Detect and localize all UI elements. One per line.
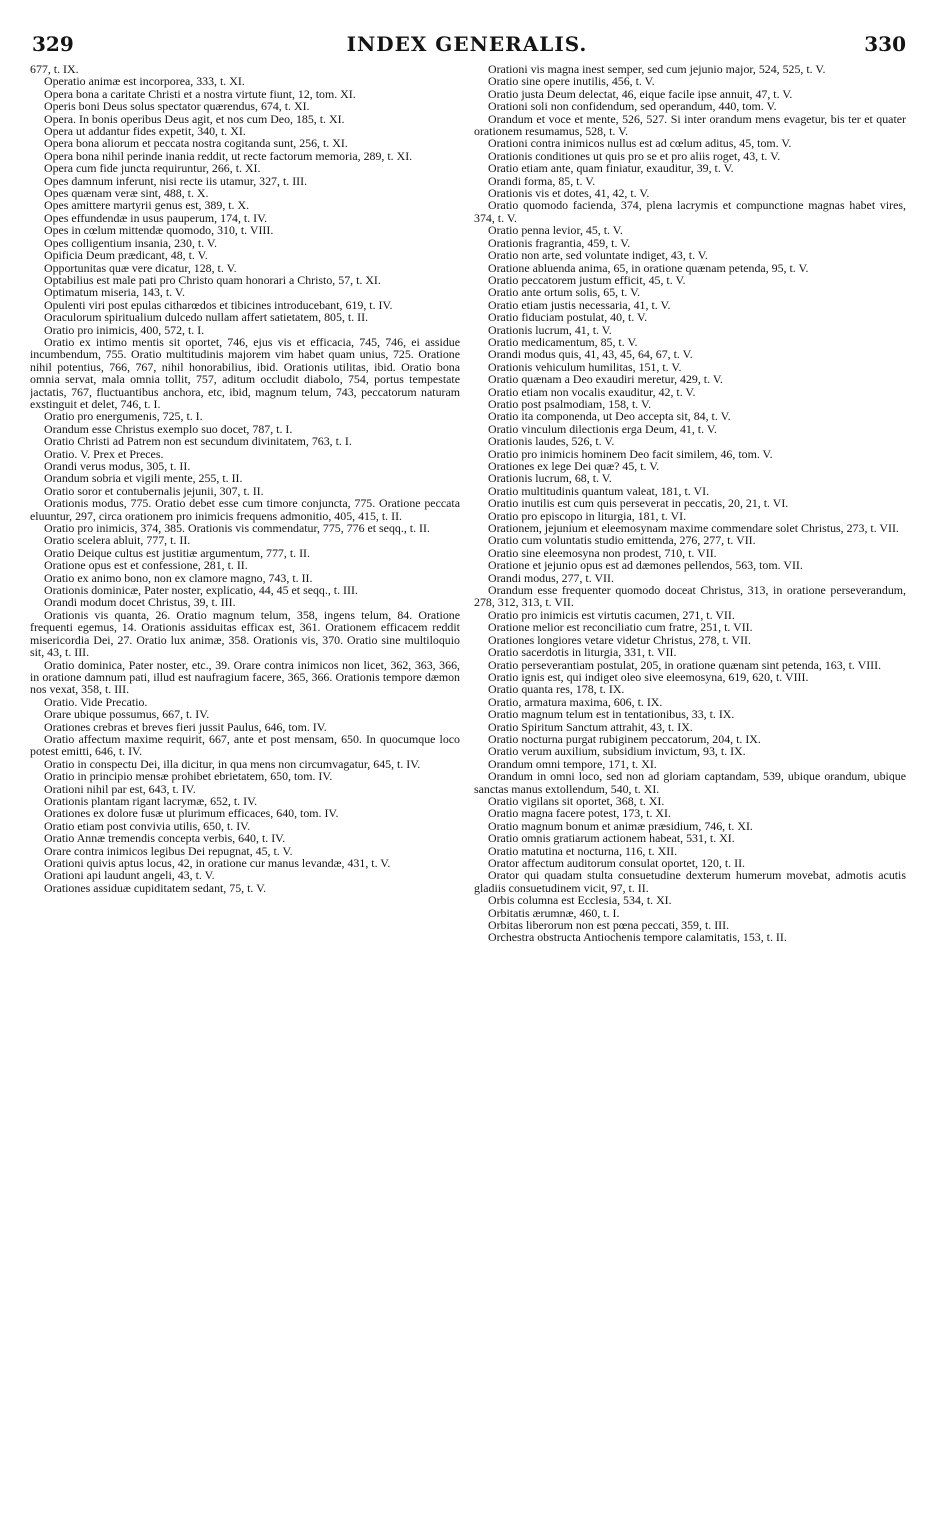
index-entry: Operis boni Deus solus spectator quærendus, 674, t. XI. <box>44 99 310 114</box>
index-entry: Orationis modus, 775. Oratio debet esse cum timore conjuncta, 775. Oratione peccata eluuntur, 297, circa orationem pro inimicis frequens admonitio, 405, 415, t. II. <box>30 496 460 523</box>
index-entry: Oratio pro inimicis, 374, 385. Orationis vis commendatur, 775, 776 et seqq., t. II. <box>44 521 430 536</box>
index-entry: Orationis vis quanta, 26. Oratio magnum telum, 358, ingens telum, 84. Oratione frequenti egemus, 14. Orationis assiduitas efficax est, 361. Orationem efficacem reddit misericordia Dei, 27. Oratio lux animæ, 358. Orationis vis, 370. Oratio sine multiloquio sit, 43, t. III. <box>30 607 460 660</box>
index-entry: Orandum et voce et mente, 526, 527. Si inter orandum mens evagetur, bis ter et quater orationem resumamus, 528, t. V. <box>474 111 906 139</box>
index-entry: Optabilius est male pati pro Christo quam honorari a Christo, 57, t. XI. <box>44 272 381 287</box>
index-entry: Oratio penna levior, 45, t. V. <box>488 223 623 238</box>
index-entry: Oratione et jejunio opus est ad dæmones pellendos, 563, tom. VII. <box>488 558 803 573</box>
index-entry: Orationis vehiculum humilitas, 151, t. V. <box>488 359 682 374</box>
index-entry: Oratio pro inimicis, 400, 572, t. I. <box>44 322 205 337</box>
index-entry: Orationis fragrantia, 459, t. V. <box>488 235 631 250</box>
index-entry: Opes quænam veræ sint, 488, t. X. <box>44 186 209 201</box>
index-entry: Oratio non arte, sed voluntate indiget, 43, t. V. <box>488 248 708 263</box>
index-entry: Opes colligentium insania, 230, t. V. <box>44 235 217 250</box>
index-entry: Oratione melior est reconciliatio cum fratre, 251, t. VII. <box>488 620 753 635</box>
index-entry: Oratio omnis gratiarum actionem habeat, 531, t. XI. <box>488 831 735 846</box>
right-column <box>474 63 906 1533</box>
index-entry: Opificia Deum prædicant, 48, t. V. <box>44 248 208 263</box>
index-entry: Orandum omni tempore, 171, t. XI. <box>488 756 657 771</box>
index-entry: Oratio ante ortum solis, 65, t. V. <box>488 285 641 300</box>
page-number-left: 329 <box>32 32 74 56</box>
index-entry: Orandum esse Christus exemplo suo docet, 787, t. I. <box>44 421 293 436</box>
index-entry: Oratio pro episcopo in liturgia, 181, t. VI. <box>488 508 687 523</box>
index-entry: Oratio dominica, Pater noster, etc., 39. Orare contra inimicos non licet, 362, 363, 366, in oratione damnum pati, illud est naufragium facere, 365, 366. Orationis tempore dæmon nos vexat, 358, t. III. <box>30 657 460 697</box>
index-entry: Opera cum fide juncta requiruntur, 266, t. XI. <box>44 161 261 176</box>
index-entry: Orator affectum auditorum consulat oportet, 120, t. II. <box>488 856 746 870</box>
index-entry: Opportunitas quæ vere dicatur, 128, t. V. <box>44 260 237 275</box>
index-entry: Oratio nocturna purgat rubiginem peccatorum, 204, t. IX. <box>488 731 761 746</box>
index-entry: Orandum sobria et vigili mente, 255, t. II. <box>44 471 243 486</box>
index-entry: Orationi contra inimicos nullus est ad cœlum aditus, 45, tom. V. <box>488 136 792 151</box>
page-title: INDEX GENERALIS. <box>346 32 588 56</box>
index-entry: Orationes ex dolore fusæ ut plurimum efficaces, 640, tom. IV. <box>44 806 339 821</box>
index-entry: Oratio verum auxilium, subsidium invictum, 93, t. IX. <box>488 744 746 759</box>
index-entry: Opera. In bonis operibus Deus agit, et nos cum Deo, 185, t. XI. <box>44 111 345 126</box>
index-entry: Orandum in omni loco, sed non ad gloriam captandam, 539, ubique orandum, ubique sanctas manus extollendum, 540, t. XI. <box>474 769 906 796</box>
index-entry: Oratione opus est et confessione, 281, t. II. <box>44 558 248 573</box>
index-entry: Orbitas liberorum non est pœna peccati, 359, t. III. <box>488 918 730 933</box>
index-entry: Oratio. V. Prex et Preces. <box>44 446 164 461</box>
index-entry: Oratio quanta res, 178, t. IX. <box>488 682 625 697</box>
index-entry: Oraculorum spiritualium dulcedo nullam affert satietatem, 805, t. II. <box>44 310 369 325</box>
index-entry: Oratione abluenda anima, 65, in oratione quænam petenda, 95, t. V. <box>488 260 809 275</box>
index-entry: Orationi soli non confidendum, sed operandum, 440, tom. V. <box>488 99 777 114</box>
index-entry: Orationis vis et dotes, 41, 42, t. V. <box>488 186 650 201</box>
index-entry: Oratio matutina et nocturna, 116, t. XII. <box>488 843 678 858</box>
index-entry: Oratio quomodo facienda, 374, plena lacrymis et compunctione magnas habet vires, 374, t. V. <box>474 198 906 225</box>
index-entry: Oratio Deique cultus est justitiæ argumentum, 777, t. II. <box>44 545 310 560</box>
index-entry: Orbitatis ærumnæ, 460, t. I. <box>488 905 620 920</box>
index-entry: Oratio vinculum dilectionis erga Deum, 41, t. V. <box>488 421 717 436</box>
index-entry: Oratio etiam justis necessaria, 41, t. V. <box>488 297 671 312</box>
index-entry: Oratio ex animo bono, non ex clamore magno, 743, t. II. <box>44 570 313 585</box>
index-entry: Opes in cœlum mittendæ quomodo, 310, t. VIII. <box>44 223 274 238</box>
index-entry: Orationis plantam rigant lacrymæ, 652, t. IV. <box>44 793 258 808</box>
index-entry: Orandi forma, 85, t. V. <box>488 173 596 188</box>
index-entry: Orchestra obstructa Antiochenis tempore calamitatis, 153, t. II. <box>488 930 787 945</box>
index-entry: Oratio quænam a Deo exaudiri meretur, 429, t. V. <box>488 372 723 387</box>
index-entry: Oratio multitudinis quantum valeat, 181, t. VI. <box>488 483 710 498</box>
page-number-right: 330 <box>864 32 906 56</box>
index-entry: Oratio scelera abluit, 777, t. II. <box>44 533 191 548</box>
index-entry: Opera ut addantur fides expetit, 340, t. XI. <box>44 124 246 139</box>
index-entry: Orationis lucrum, 68, t. V. <box>488 471 612 486</box>
index-entry: Oratio magnum telum est in tentationibus, 33, t. IX. <box>488 707 735 722</box>
index-entry: Oratio medicamentum, 85, t. V. <box>488 334 638 349</box>
index-entry: Orandum esse frequenter quomodo doceat Christus, 313, in oratione perseverandum, 278, 312, 313, t. VII. <box>474 583 906 610</box>
index-entry: Orationis dominicæ, Pater noster, explicatio, 44, 45 et seqq., t. III. <box>44 583 358 598</box>
index-entry: Oratio soror et contubernalis jejunii, 307, t. II. <box>44 483 264 498</box>
index-entry: Oratio in principio mensæ prohibet ebrietatem, 650, tom. IV. <box>44 769 333 784</box>
index-entry: Oratio Christi ad Patrem non est secundum divinitatem, 763, t. I. <box>44 434 352 449</box>
index-entry: Orbis columna est Ecclesia, 534, t. XI. <box>488 893 672 908</box>
index-entry: Oratio fiduciam postulat, 40, t. V. <box>488 310 648 325</box>
index-entry: Opes amittere martyrii genus est, 389, t. X. <box>44 198 250 213</box>
index-entry: Orandi modus, 277, t. VII. <box>488 570 614 585</box>
index-entry: Oratio. Vide Precatio. <box>44 694 148 709</box>
index-entry: Oratio vigilans sit oportet, 368, t. XI. <box>488 793 665 808</box>
index-entry: Opulenti viri post epulas citharœdos et tibicines introducebant, 619, t. IV. <box>44 297 393 312</box>
index-entry: Opera bona a caritate Christi et a nostra virtute fiunt, 12, tom. XI. <box>44 86 356 101</box>
index-entry: Oratio sacerdotis in liturgia, 331, t. VII. <box>488 645 677 660</box>
index-entry: Oratio justa Deum delectat, 46, eique facile ipse annuit, 47, t. V. <box>488 86 793 101</box>
index-entry: Oratio affectum maxime requirit, 667, ante et post mensam, 650. In quocumque loco potest emitti, 646, t. IV. <box>30 731 460 759</box>
index-entry: Operatio animæ est incorporea, 333, t. XI. <box>44 74 245 89</box>
index-entry: Orator qui quadam stulta consuetudine dexterum humerum movebat, admotis acutis gladiis consuetudinem vicit, 97, t. II. <box>474 868 906 895</box>
index-entry: Orationis conditiones ut quis pro se et pro aliis roget, 43, t. V. <box>488 148 781 163</box>
index-entry: Orationes assiduæ cupiditatem sedant, 75, t. V. <box>44 880 267 895</box>
index-entry: Orationi quivis aptus locus, 42, in oratione cur manus levandæ, 431, t. V. <box>44 856 391 870</box>
index-entry: Oratio sine eleemosyna non prodest, 710, t. VII. <box>488 545 717 560</box>
index-entry: Orationes crebras et breves fieri jussit Paulus, 646, tom. IV. <box>44 719 327 734</box>
index-entry: Oratio sine opere inutilis, 456, t. V. <box>488 74 655 89</box>
index-entry: Orationis laudes, 526, t. V. <box>488 434 615 449</box>
page-header <box>24 30 910 58</box>
index-entry: 677, t. IX. <box>30 63 79 76</box>
index-entry: Oratio etiam non vocalis exauditur, 42, t. V. <box>488 384 696 399</box>
index-entry: Oratio post psalmodiam, 158, t. V. <box>488 396 652 411</box>
index-entry: Oratio ignis est, qui indiget oleo sive eleemosyna, 619, 620, t. VIII. <box>488 669 809 684</box>
index-entry: Optimatum miseria, 143, t. V. <box>44 285 185 300</box>
index-entry: Oratio magnum bonum et animæ præsidium, 746, t. XI. <box>488 818 753 833</box>
index-entry: Opera bona nihil perinde inania reddit, ut recte factorum memoria, 289, t. XI. <box>44 148 413 163</box>
index-entry: Orare ubique possumus, 667, t. IV. <box>44 707 210 722</box>
index-entry: Orationi api laudunt angeli, 43, t. V. <box>44 868 215 883</box>
index-entry: Oratio in conspectu Dei, illa dicitur, in qua mens non circumvagatur, 645, t. IV. <box>44 756 421 771</box>
index-entry: Oratio ex intimo mentis sit oportet, 746, ejus vis et efficacia, 745, 746, ei assidue incumbendum, 755. Oratio multitudinis majorem vim habet quam unius, 725. Oratione nihil potentius, 766, 767, nihil honorabilius, ibid. Orationis utilitas, ibid. Oratio bona omnia servat, mala omnia tollit, 757, aditum occludit diabolo, 754, portus tempestate jactatis, 767, fluctuantibus anchora, etc, ibid, magnum telum, 743, peccatorum naturam exstinguit et delet, 746, t. I. <box>30 334 460 411</box>
index-entry: Oratio peccatorem justum efficit, 45, t. V. <box>488 272 686 287</box>
index-entry: Orationem, jejunium et eleemosynam maxime commendare solet Christus, 273, t. VII. <box>488 521 899 536</box>
index-entry: Oratio ita componenda, ut Deo accepta sit, 84, t. V. <box>488 409 731 424</box>
index-entry: Oratio Spiritum Sanctum attrahit, 43, t. IX. <box>488 719 693 734</box>
index-entry: Orationis lucrum, 41, t. V. <box>488 322 612 337</box>
index-entry: Oratio inutilis est cum quis perseverat in peccatis, 20, 21, t. VI. <box>488 496 789 511</box>
index-entry: Orandi modus quis, 41, 43, 45, 64, 67, t. V. <box>488 347 693 362</box>
index-entry: Orationes ex lege Dei quæ? 45, t. V. <box>488 459 660 473</box>
index-entry: Orandi verus modus, 305, t. II. <box>44 459 191 473</box>
left-column <box>30 63 460 1533</box>
index-entry: Oratio pro inimicis hominem Deo facit similem, 46, tom. V. <box>488 446 773 461</box>
index-entry: Opes damnum inferunt, nisi recte iis utamur, 327, t. III. <box>44 173 308 188</box>
index-entry: Oratio etiam ante, quam finiatur, exauditur, 39, t. V. <box>488 161 734 176</box>
index-entry: Oratio etiam post convivia utilis, 650, t. IV. <box>44 818 251 833</box>
index-entry: Oratio Annæ tremendis concepta verbis, 640, t. IV. <box>44 831 286 846</box>
index-entry: Orationes longiores vetare videtur Christus, 278, t. VII. <box>488 632 751 647</box>
index-entry: Oratio pro energumenis, 725, t. I. <box>44 409 203 424</box>
index-entry: Oratio perseverantiam postulat, 205, in oratione quænam sint petenda, 163, t. VIII. <box>488 657 882 672</box>
index-entry: Orationi vis magna inest semper, sed cum jejunio major, 524, 525, t. V. <box>488 63 826 76</box>
index-entry: Opes effundendæ in usus pauperum, 174, t. IV. <box>44 210 268 225</box>
index-entry: Orationi nihil par est, 643, t. IV. <box>44 781 196 796</box>
index-entry: Oratio, armatura maxima, 606, t. IX. <box>488 694 663 709</box>
index-entry: Oratio pro inimicis est virtutis cacumen, 271, t. VII. <box>488 607 735 622</box>
index-entry: Opera bona aliorum et peccata nostra cogitanda sunt, 256, t. XI. <box>44 136 348 151</box>
index-entry: Orandi modum docet Christus, 39, t. III. <box>44 595 236 610</box>
index-entry: Oratio magna facere potest, 173, t. XI. <box>488 806 671 821</box>
index-entry: Oratio cum voluntatis studio emittenda, 276, 277, t. VII. <box>488 533 756 548</box>
index-entry: Orare contra inimicos legibus Dei repugnat, 45, t. V. <box>44 843 293 858</box>
